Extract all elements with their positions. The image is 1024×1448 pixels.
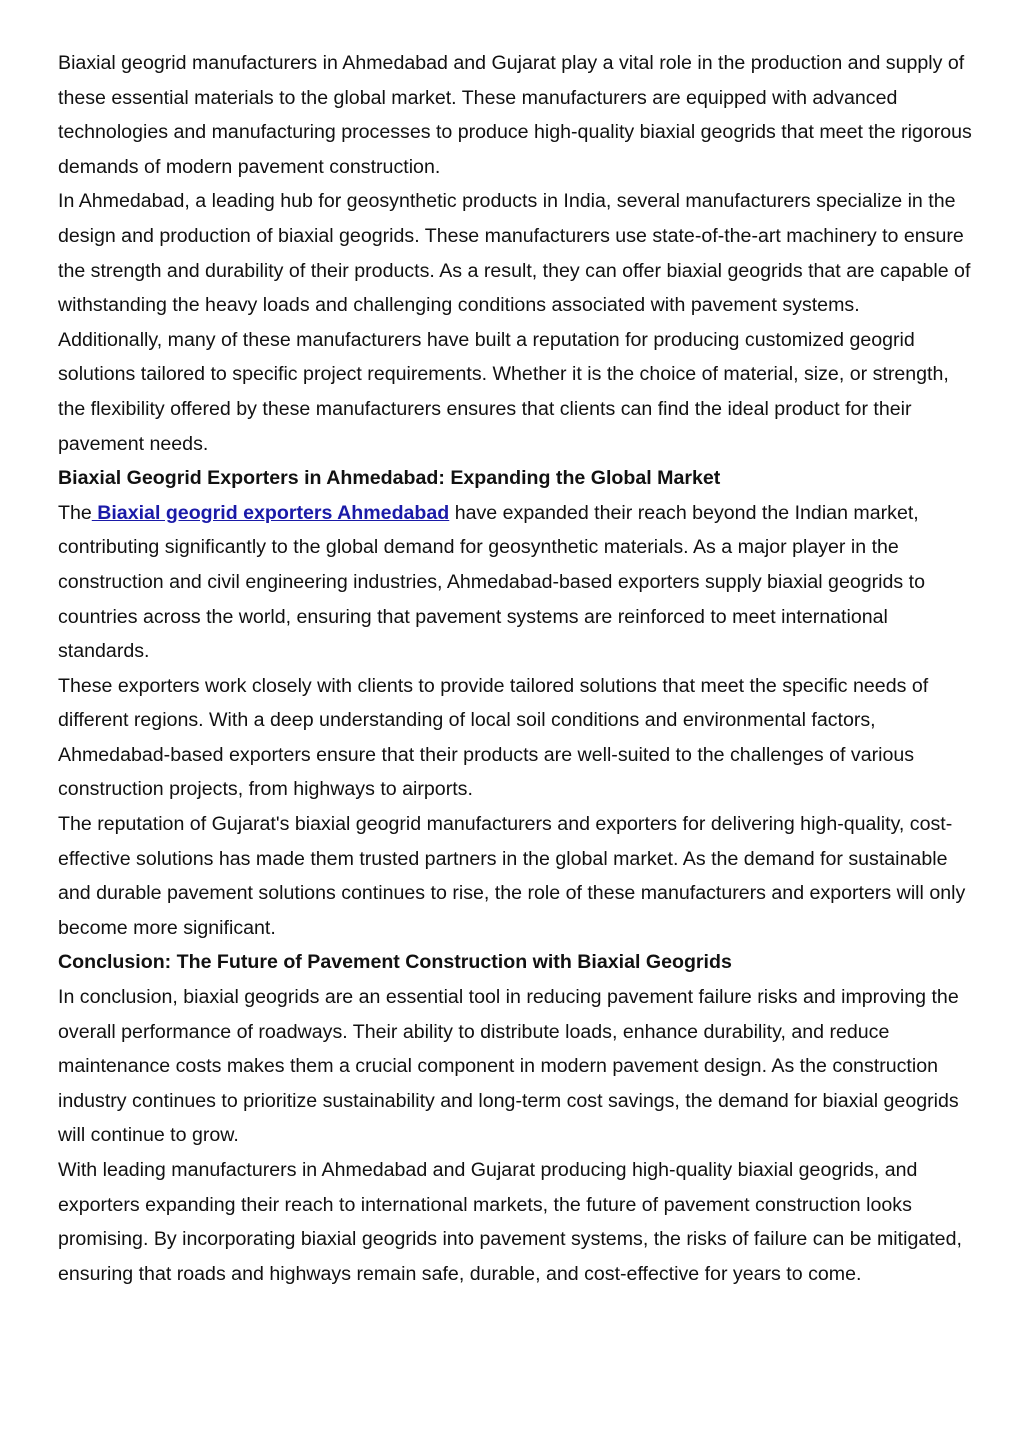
- paragraph-ahmedabad-hub: In Ahmedabad, a leading hub for geosynthetic products in India, several manufacturers specialize in the design and production of biaxial geogrids. These manufacturers use state-of-the-art machinery to ensure the strength and durability of their products. As a result, they can offer biaxial geogrids that are capable of withstanding the heavy loads and challenging conditions associated with pavement systems.: [58, 190, 971, 317]
- paragraph-manufacturers-intro: Biaxial geogrid manufacturers in Ahmedabad and Gujarat play a vital role in the production and supply of these essential materials to the global market. These manufacturers are equipped with advanced technologies and manufacturing processes to produce high-quality biaxial geogrids that meet the rigorous demands of modern pavement construction.: [58, 52, 972, 178]
- exporters-suffix-text: have expanded their reach beyond the Indian market, contributing significantly to the global demand for geosynthetic materials. As a major player in the construction and civil engineering industries, Ahmedabad-based exporters supply biaxial geogrids to countries across the world, ensuring that pavement systems are reinforced to meet international standards.: [58, 501, 925, 663]
- heading-exporters: Biaxial Geogrid Exporters in Ahmedabad: Expanding the Global Market: [58, 467, 721, 490]
- paragraph-gujarat-reputation: The reputation of Gujarat's biaxial geogrid manufacturers and exporters for delivering high-quality, cost-effective solutions has made them trusted partners in the global market. As the demand for sustainable and durable pavement solutions continues to rise, the role of these manufacturers and exporters will only become more significant.: [58, 813, 966, 939]
- paragraph-tailored-solutions: These exporters work closely with clients to provide tailored solutions that meet the specific needs of different regions. With a deep understanding of local soil conditions and environmental factors, Ahmedabad-based exporters ensure that their products are well-suited to the challenges of various construction projects, from highways to airports.: [58, 674, 929, 801]
- paragraph-customized-solutions: Additionally, many of these manufacturers have built a reputation for producing customized geogrid solutions tailored to specific project requirements. Whether it is the choice of material, size, or strength, the flexibility offered by these manufacturers ensures that clients can find the ideal product for their pavement needs.: [58, 328, 949, 455]
- document-body: [58, 46, 973, 1291]
- paragraph-conclusion: In conclusion, biaxial geogrids are an essential tool in reducing pavement failure risks and improving the overall performance of roadways. Their ability to distribute loads, enhance durability, and reduce maintenance costs makes them a crucial component in modern pavement design. As the construction industry continues to prioritize sustainability and long-term cost savings, the demand for biaxial geogrids will continue to grow.: [58, 986, 959, 1147]
- exporters-prefix-text: The: [58, 501, 92, 524]
- paragraph-exporters: [58, 496, 973, 669]
- paragraph-future-outlook: With leading manufacturers in Ahmedabad and Gujarat producing high-quality biaxial geogrids, and exporters expanding their reach to international markets, the future of pavement construction looks promising. By incorporating biaxial geogrids into pavement systems, the risks of failure can be mitigated, ensuring that roads and highways remain safe, durable, and cost-effective for years to come.: [58, 1159, 962, 1285]
- heading-conclusion: Conclusion: The Future of Pavement Construction with Biaxial Geogrids: [58, 951, 732, 974]
- exporters-link[interactable]: Biaxial geogrid exporters Ahmedabad: [91, 501, 450, 524]
